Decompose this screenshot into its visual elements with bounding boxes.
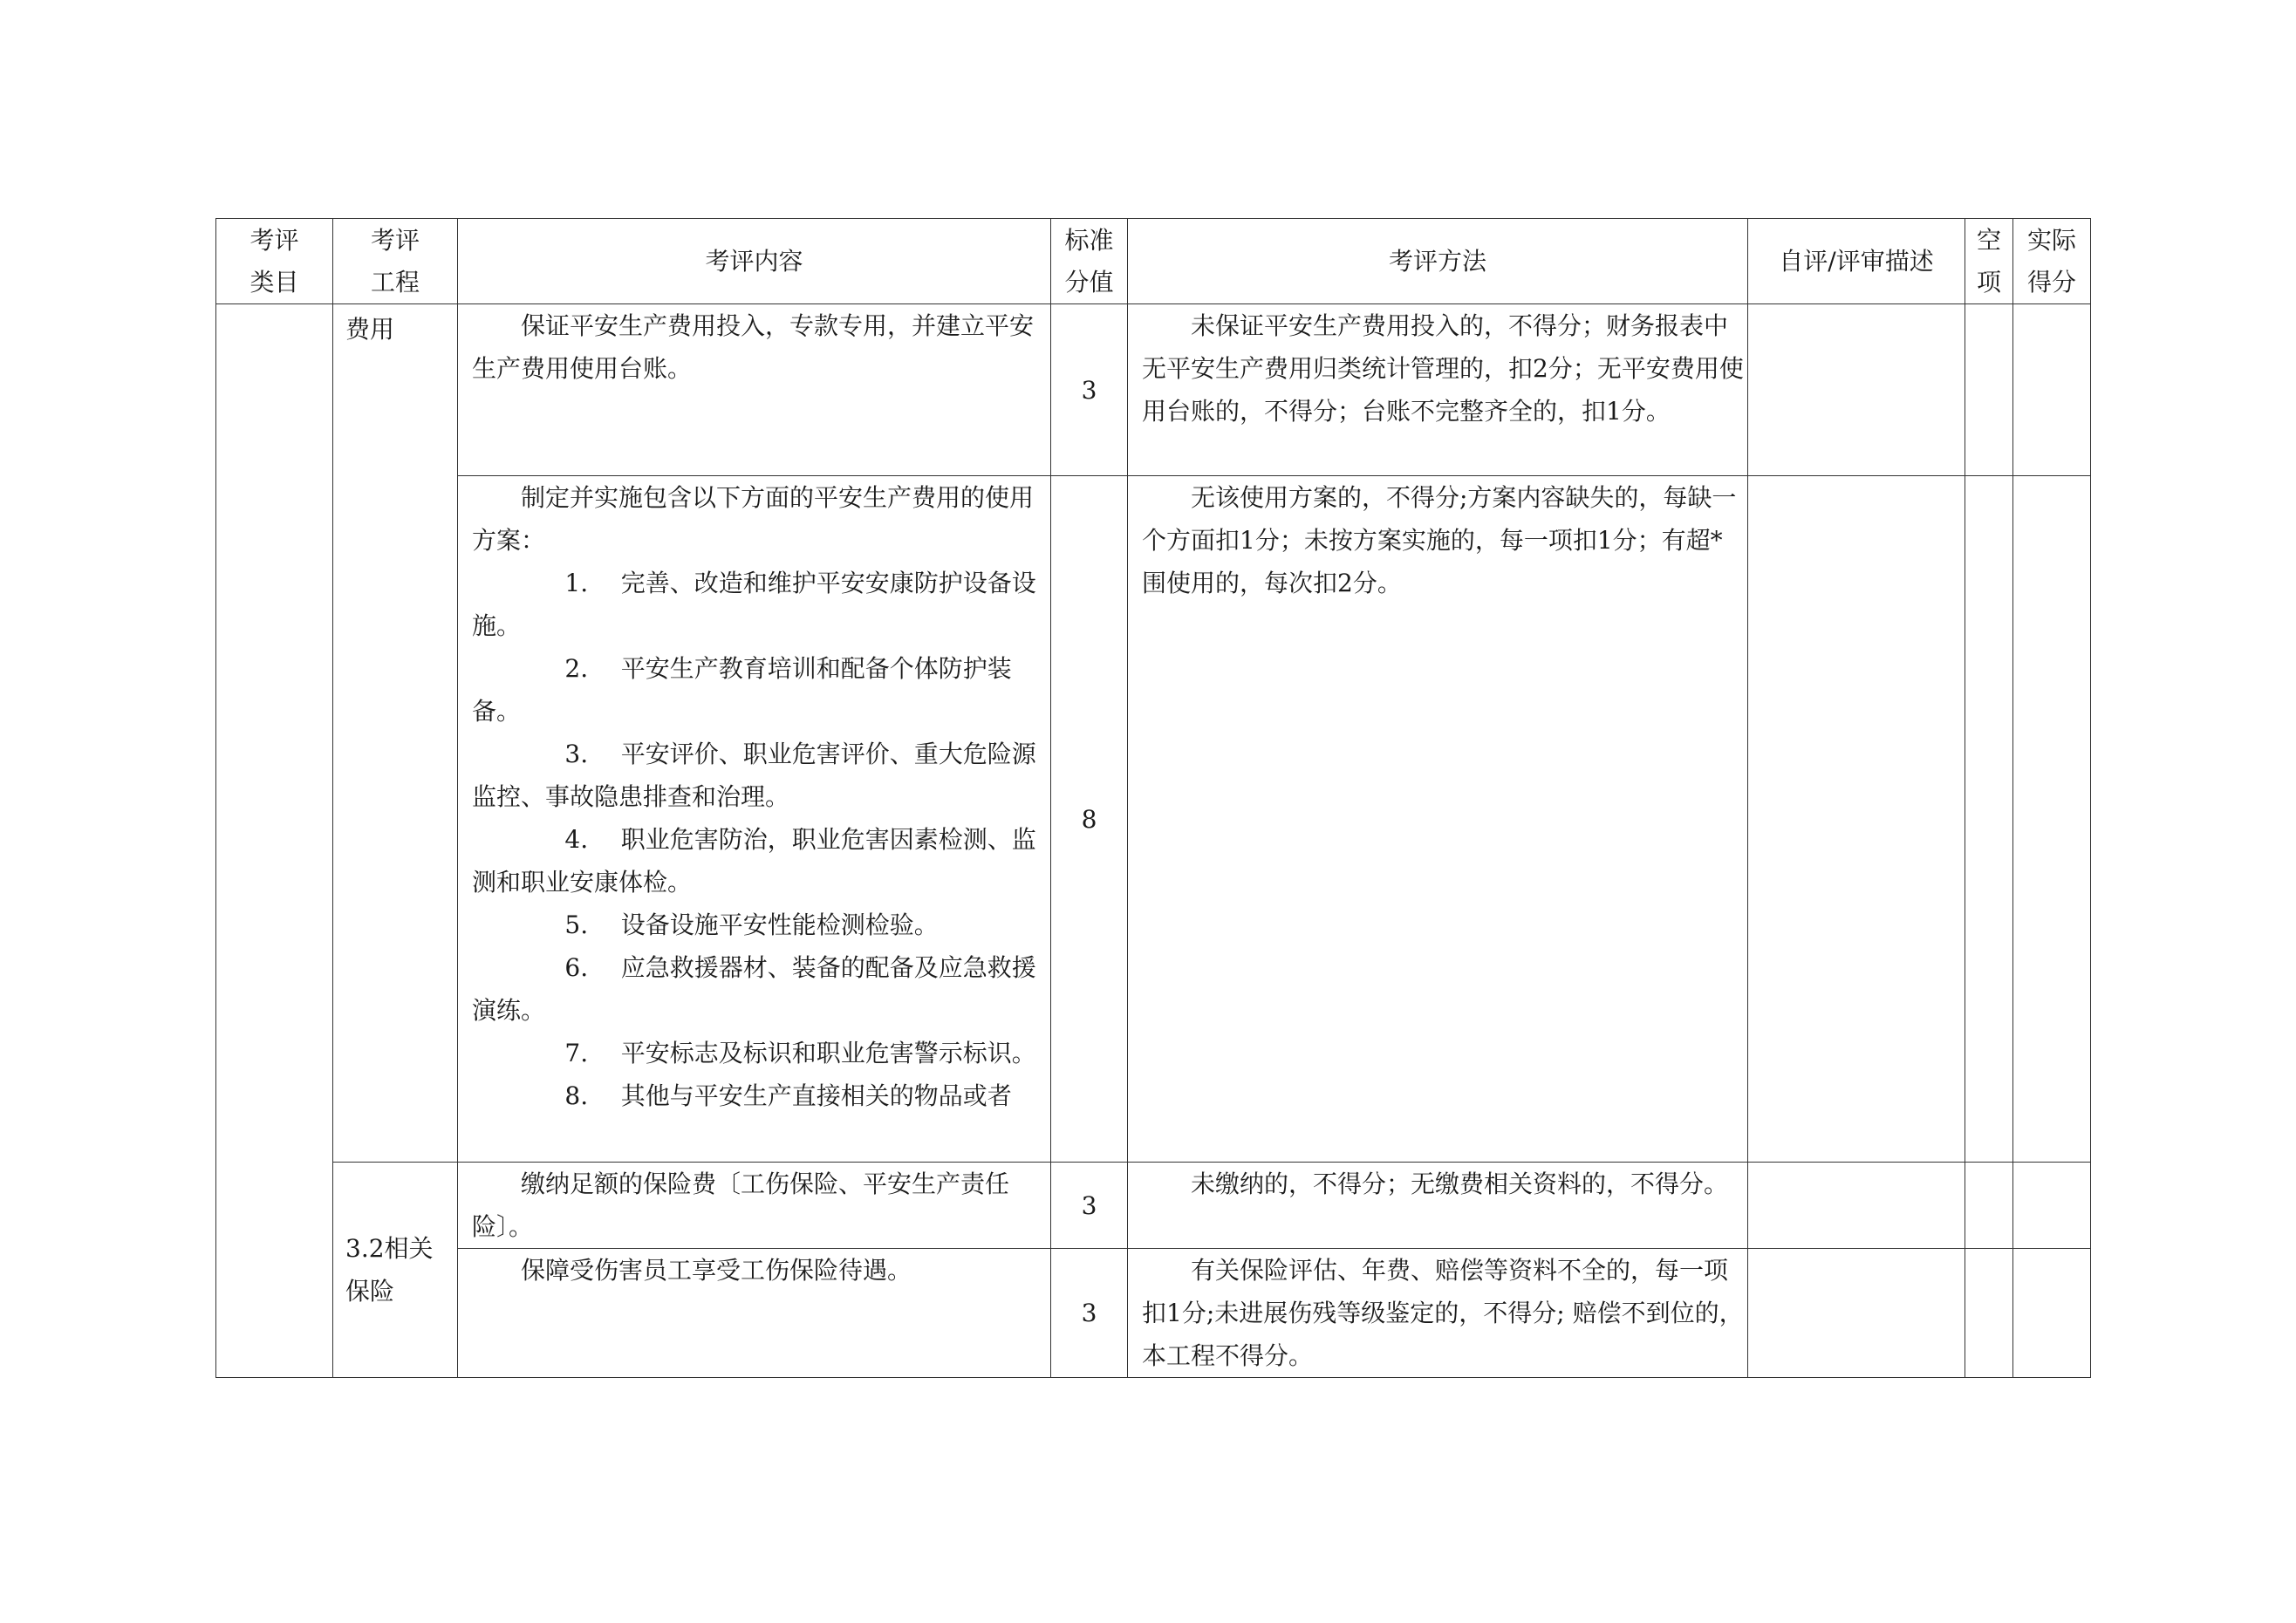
score-cell: 3: [1051, 304, 1128, 476]
content-text: 缴纳足额的保险费〔工伤保险、平安生产责任险〕。: [472, 1170, 1010, 1241]
score-cell: 3: [1051, 1249, 1128, 1378]
blank-item-cell: [1965, 1249, 2013, 1378]
list-text: 平安生产教育培训和配备个体防护装备。: [472, 654, 1012, 726]
table-row: [216, 1163, 2091, 1249]
list-num: 8.: [564, 1081, 589, 1110]
method-cell: [1128, 1249, 1748, 1378]
list-text: 平安评价、职业危害评价、重大危险源监控、事故隐患排查和治理。: [472, 740, 1036, 811]
header-row: [216, 219, 2091, 304]
list-item: [472, 647, 1043, 733]
actual-score-cell: [2013, 1163, 2091, 1249]
list-text: 平安标志及标识和职业危害警示标识。: [620, 1039, 1036, 1067]
header-method: 考评方法: [1128, 219, 1748, 304]
list-text: 设备设施平安性能检测检验。: [620, 910, 939, 939]
list-num: 3.: [564, 740, 589, 768]
project-cell-insurance: [333, 1163, 458, 1378]
header-category: 考评类目: [216, 219, 333, 304]
content-text: 保障受伤害员工享受工伤保险待遇。: [521, 1256, 912, 1285]
blank-item-cell: [1965, 304, 2013, 476]
actual-score-cell: [2013, 304, 2091, 476]
list-text: 职业危害防治，职业危害因素检测、监测和职业安康体检。: [472, 825, 1036, 897]
header-project: 考评工程: [333, 219, 458, 304]
list-num: 2.: [564, 654, 589, 683]
content-cell: [458, 304, 1051, 476]
actual-score-cell: [2013, 1249, 2091, 1378]
list-text: 应急救援器材、装备的配备及应急救援演练。: [472, 953, 1036, 1025]
score-cell: 3: [1051, 1163, 1128, 1249]
header-actual-score: 实际得分: [2013, 219, 2091, 304]
method-text: 无该使用方案的，不得分;方案内容缺失的，每缺一个方面扣1分；未按方案实施的，每一项扣1分；有超*围使用的，每次扣2分。: [1142, 483, 1737, 597]
header-blank-item: 空项: [1965, 219, 2013, 304]
evaluation-table: [215, 218, 2091, 1378]
method-cell: [1128, 304, 1748, 476]
content-text: 保证平安生产费用投入，专款专用，并建立平安生产费用使用台账。: [472, 311, 1035, 383]
project-insurance: 3.2相关保险: [345, 1234, 434, 1306]
header-standard-score: 标准分值: [1051, 219, 1128, 304]
self-review-cell: [1748, 1163, 1965, 1249]
self-review-cell: [1748, 476, 1965, 1163]
list-num: 4.: [564, 825, 589, 854]
header-self-review: 自评/评审描述: [1748, 219, 1965, 304]
method-cell: [1128, 476, 1748, 1163]
list-item: [472, 1074, 1043, 1117]
method-cell: [1128, 1163, 1748, 1249]
table-row: [216, 304, 2091, 476]
table-row: [216, 476, 2091, 1163]
list-text: 完善、改造和维护平安安康防护设备设施。: [472, 569, 1036, 640]
blank-item-cell: [1965, 476, 2013, 1163]
content-cell: [458, 476, 1051, 1163]
list-item: [472, 562, 1043, 647]
score-cell: 8: [1051, 476, 1128, 1163]
content-intro: 制定并实施包含以下方面的平安生产费用的使用方案：: [472, 483, 1035, 555]
content-cell: [458, 1249, 1051, 1378]
header-content: 考评内容: [458, 219, 1051, 304]
list-num: 1.: [564, 569, 589, 597]
list-num: 6.: [564, 953, 589, 982]
list-text: 其他与平安生产直接相关的物品或者: [620, 1081, 1012, 1110]
method-text: 未缴纳的，不得分；无缴费相关资料的，不得分。: [1191, 1170, 1729, 1198]
table-row: [216, 1249, 2091, 1378]
content-cell: [458, 1163, 1051, 1249]
list-item: [472, 1032, 1043, 1074]
category-cell: [216, 304, 333, 1378]
method-text: 有关保险评估、年费、赔偿等资料不全的，每一项扣1分;未进展伤残等级鉴定的，不得分; 赔偿不到位的，本工程不得分。: [1142, 1256, 1744, 1370]
list-item: [472, 818, 1043, 904]
list-item: [472, 946, 1043, 1032]
method-text: 未保证平安生产费用投入的，不得分；财务报表中无平安生产费用归类统计管理的，扣2分；无平安费用使用台账的，不得分；台账不完整齐全的，扣1分。: [1142, 311, 1744, 426]
list-num: 7.: [564, 1039, 589, 1067]
list-item: [472, 733, 1043, 818]
list-item: [472, 904, 1043, 946]
evaluation-table-sheet: [215, 218, 2090, 1378]
blank-item-cell: [1965, 1163, 2013, 1249]
project-cell-fee: [333, 304, 458, 1163]
self-review-cell: [1748, 1249, 1965, 1378]
project-fee: 费用: [345, 315, 395, 344]
self-review-cell: [1748, 304, 1965, 476]
actual-score-cell: [2013, 476, 2091, 1163]
list-num: 5.: [564, 910, 589, 939]
